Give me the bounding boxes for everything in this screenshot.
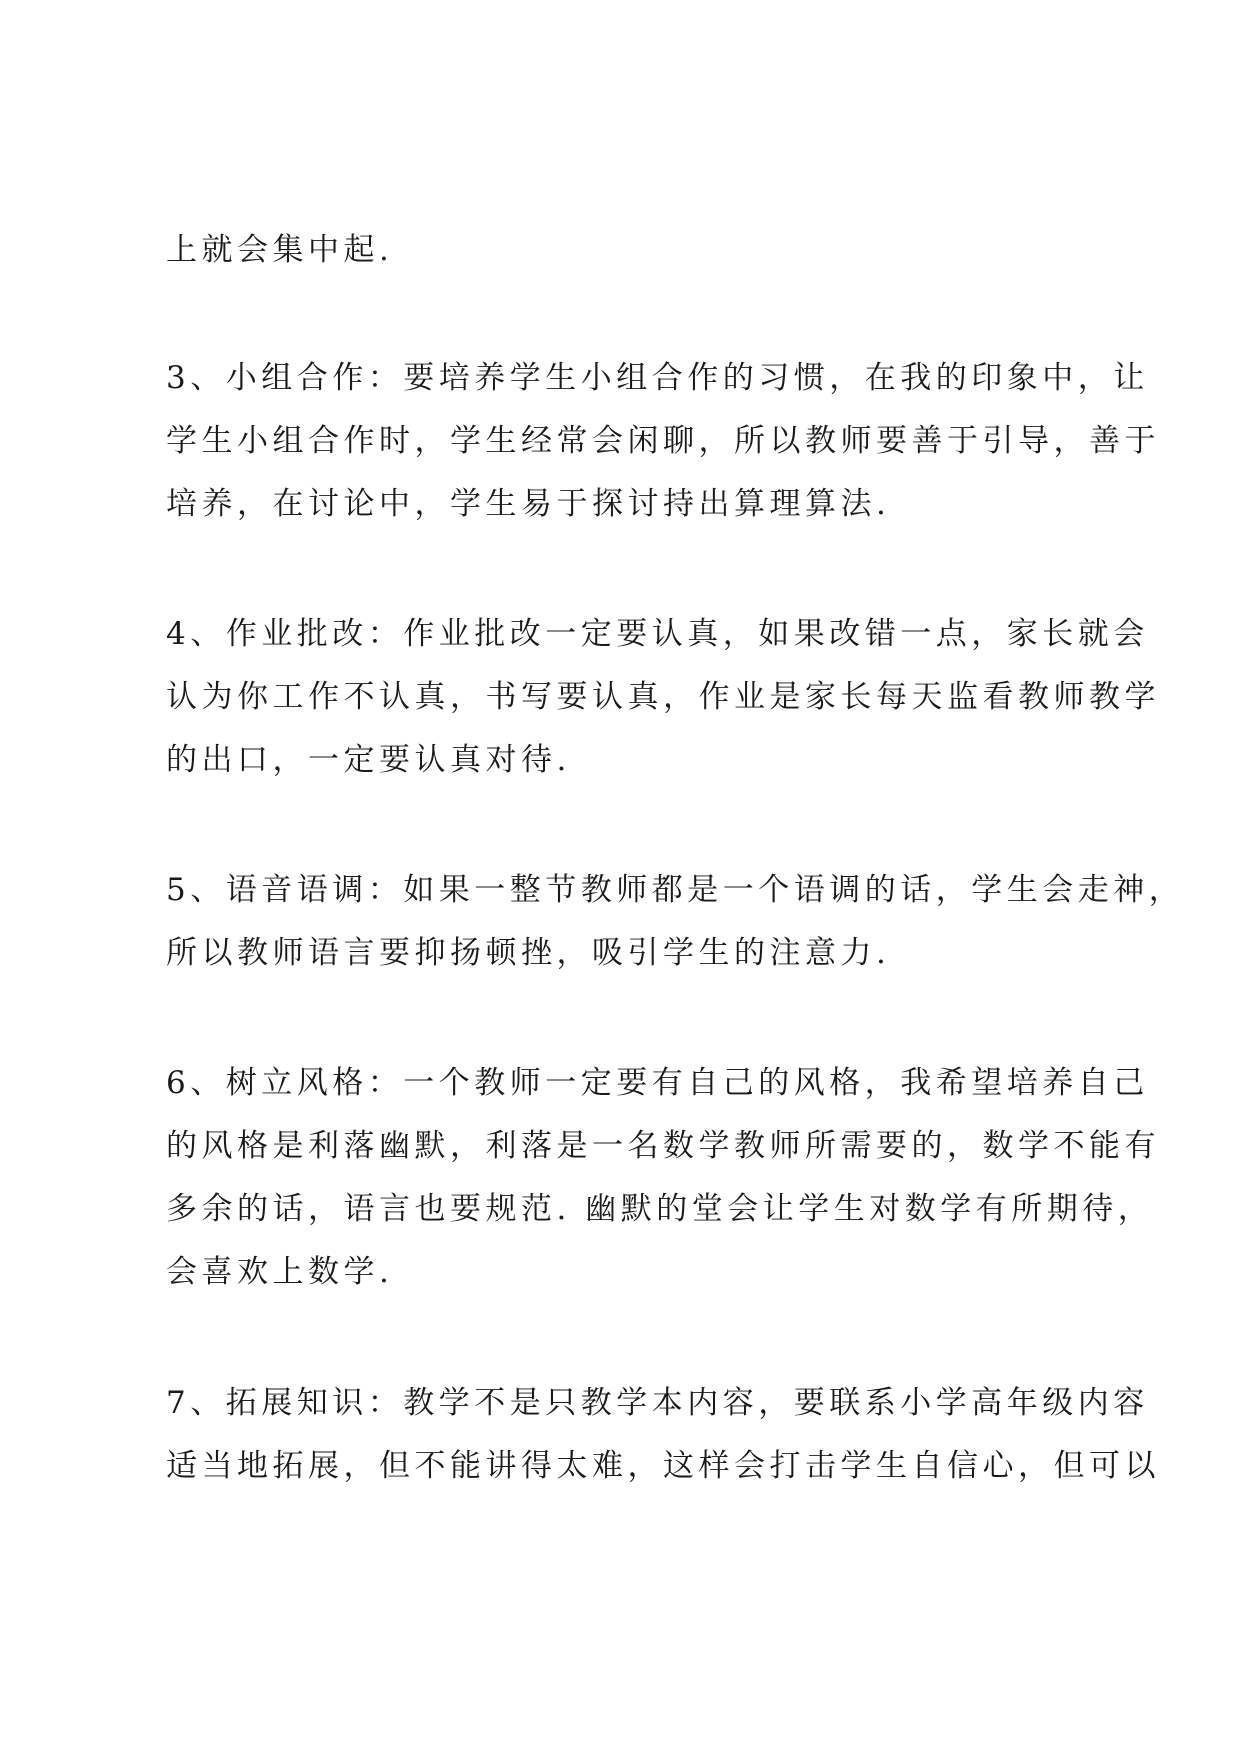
paragraph-line: 5、语音语调：如果一整节教师都是一个语调的话，学生会走神， [166,872,1185,908]
paragraph-line: 所以教师语言要抑扬顿挫，吸引学生的注意力. [166,935,891,971]
paragraph-line: 的出口，一定要认真对待. [166,742,571,778]
paragraph-line: 6、树立风格：一个教师一定要有自己的风格，我希望培养自己 [166,1065,1149,1101]
paragraph-line: 认为你工作不认真，书写要认真，作业是家长每天监看教师教学 [166,679,1160,715]
paragraph-line: 学生小组合作时，学生经常会闲聊，所以教师要善于引导，善于 [166,423,1160,459]
paragraph-line: 的风格是利落幽默，利落是一名数学教师所需要的，数学不能有 [166,1128,1160,1164]
paragraph-line: 会喜欢上数学. [166,1254,394,1290]
paragraph-line: 多余的话，语言也要规范. 幽默的堂会让学生对数学有所期待， [166,1191,1154,1227]
paragraph-line: 7、拓展知识：教学不是只教学本内容，要联系小学高年级内容 [166,1385,1149,1421]
paragraph-line: 4、作业批改：作业批改一定要认真，如果改错一点，家长就会 [166,616,1149,652]
paragraph-line: 3、小组合作：要培养学生小组合作的习惯，在我的印象中，让 [166,360,1149,396]
paragraph-line: 上就会集中起. [166,232,394,268]
paragraph-line: 培养，在讨论中，学生易于探讨持出算理算法. [166,486,891,522]
paragraph-line: 适当地拓展，但不能讲得太难，这样会打击学生自信心，但可以 [166,1448,1160,1484]
